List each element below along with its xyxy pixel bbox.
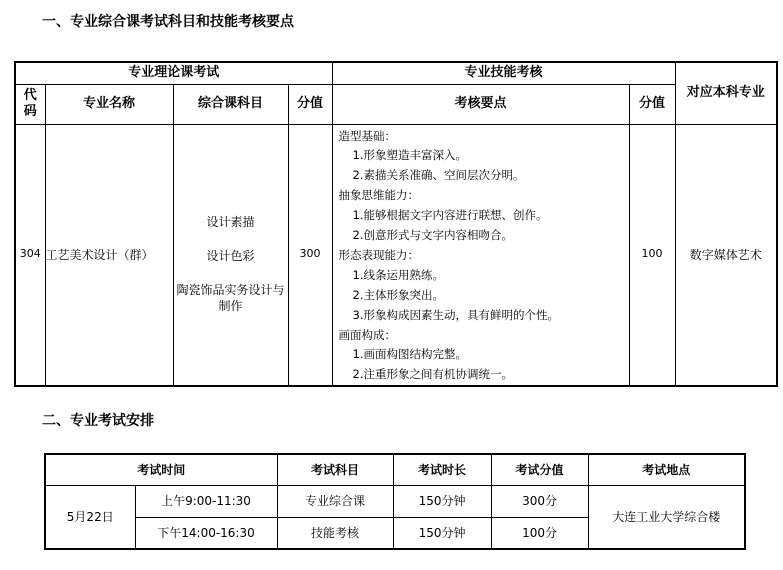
subject-cell: 技能考核 bbox=[277, 517, 393, 549]
time-cell: 下午14:00-16:30 bbox=[135, 517, 277, 549]
score-cell: 300 bbox=[288, 124, 332, 386]
score-cell: 100分 bbox=[491, 517, 588, 549]
time-cell: 上午9:00-11:30 bbox=[135, 485, 277, 517]
code-header-line2: 码 bbox=[23, 104, 37, 119]
points-item: 1.能够根据文字内容进行联想、创作。 bbox=[352, 208, 548, 223]
duration-cell: 150分钟 bbox=[393, 517, 491, 549]
skill-exam-header: 专业技能考核 bbox=[332, 62, 675, 84]
exam-schedule-table bbox=[44, 453, 746, 550]
points-section-title: 造型基础： bbox=[338, 128, 397, 143]
name-header: 专业名称 bbox=[45, 84, 173, 124]
points-item: 3.形象构成因素生动，具有鲜明的个性。 bbox=[352, 307, 559, 322]
points-item: 2.创意形式与文字内容相吻合。 bbox=[352, 228, 513, 243]
points-section-title: 抽象思维能力： bbox=[338, 188, 420, 203]
location-header: 考试地点 bbox=[588, 454, 745, 485]
subject-header: 综合课科目 bbox=[173, 84, 288, 124]
code-header-line1: 代 bbox=[23, 88, 37, 104]
score2-cell: 100 bbox=[629, 124, 675, 386]
points-item: 1.线条运用熟练。 bbox=[352, 267, 444, 282]
score-header: 考试分值 bbox=[491, 454, 588, 485]
major-cell: 数字媒体艺术 bbox=[675, 124, 777, 386]
points-item: 2.主体形象突出。 bbox=[352, 287, 444, 302]
subject-header: 考试科目 bbox=[277, 454, 393, 485]
location-cell: 大连工业大学综合楼 bbox=[588, 485, 745, 549]
subject-item: 设计色彩 bbox=[206, 248, 255, 263]
subject-item: 陶瓷饰品实务设计与制作 bbox=[176, 282, 285, 314]
duration-header: 考试时长 bbox=[393, 454, 491, 485]
section2-title: 二、专业考试安排 bbox=[42, 413, 154, 429]
score-header: 分值 bbox=[288, 84, 332, 124]
code-cell: 304 bbox=[15, 124, 45, 386]
theory-exam-header: 专业理论课考试 bbox=[15, 62, 332, 84]
points-item: 1.形象塑造丰富深入。 bbox=[352, 148, 467, 163]
exam-subjects-table bbox=[14, 61, 778, 387]
subjects-cell bbox=[173, 124, 288, 386]
code-header bbox=[15, 84, 45, 124]
time-header: 考试时间 bbox=[45, 454, 277, 485]
score2-header: 分值 bbox=[629, 84, 675, 124]
date-cell: 5月22日 bbox=[45, 485, 135, 549]
points-section-title: 形态表现能力： bbox=[338, 247, 420, 262]
subject-item: 设计素描 bbox=[206, 214, 255, 229]
points-item: 2.注重形象之间有机协调统一。 bbox=[352, 367, 513, 382]
points-item: 2.素描关系准确、空间层次分明。 bbox=[352, 168, 525, 183]
points-section-title: 画面构成： bbox=[338, 327, 397, 342]
major-header: 对应本科专业 bbox=[675, 62, 777, 124]
points-item: 1.画面构图结构完整。 bbox=[352, 347, 467, 362]
score-cell: 300分 bbox=[491, 485, 588, 517]
points-header: 考核要点 bbox=[332, 84, 629, 124]
name-cell: 工艺美术设计（群） bbox=[45, 124, 173, 386]
section1-title: 一、专业综合课考试科目和技能考核要点 bbox=[42, 14, 294, 30]
subject-cell: 专业综合课 bbox=[277, 485, 393, 517]
duration-cell: 150分钟 bbox=[393, 485, 491, 517]
points-cell bbox=[332, 124, 629, 386]
